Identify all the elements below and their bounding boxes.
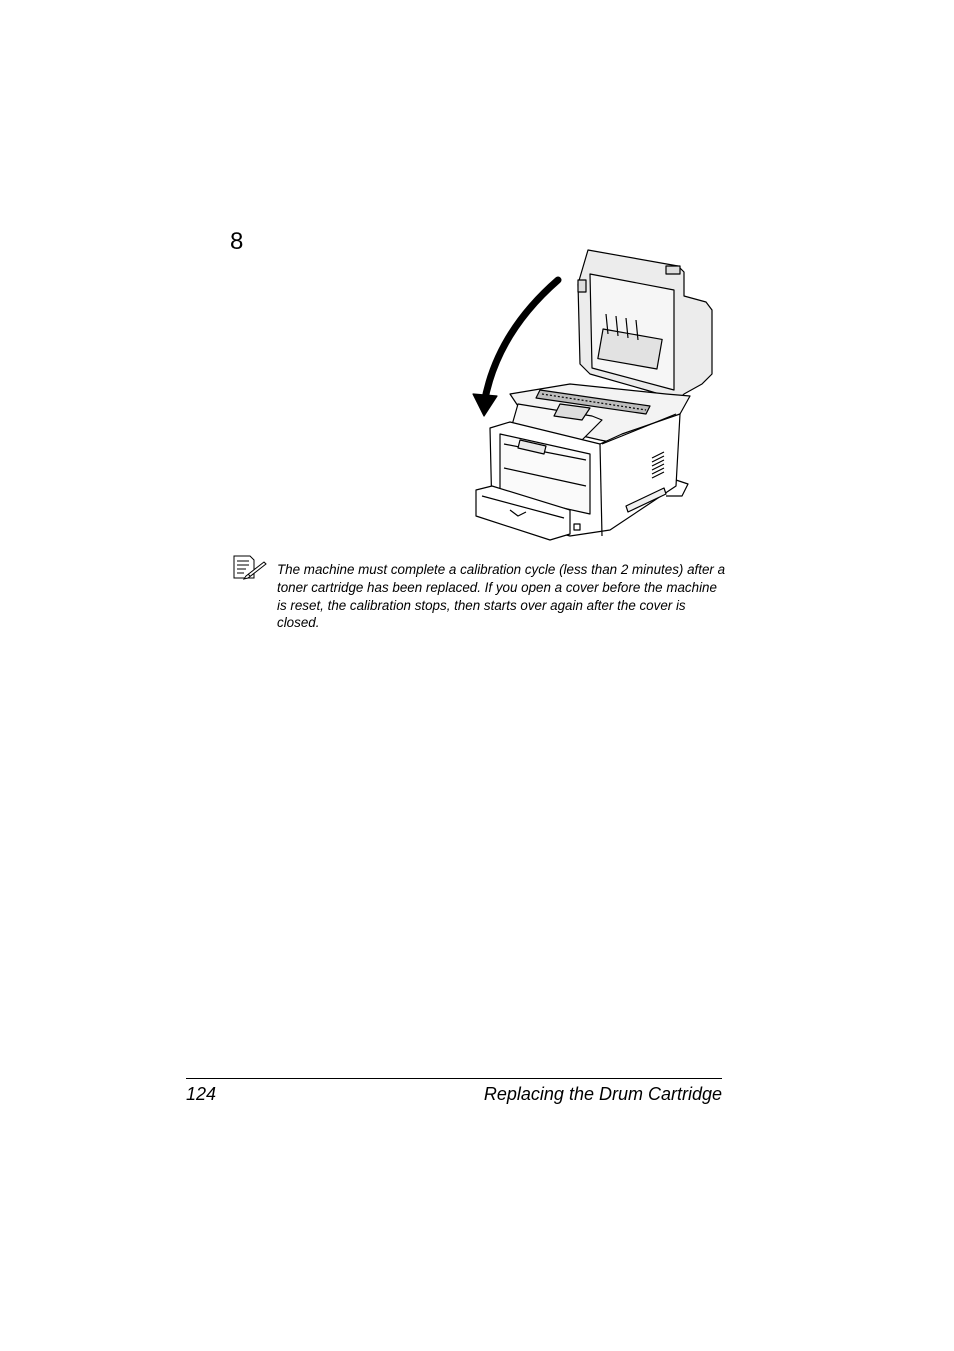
closing-arrow-icon (484, 280, 558, 404)
footer-divider (186, 1078, 722, 1079)
step-number: 8 (230, 228, 244, 255)
note-text: The machine must complete a calibration cycle (less than 2 minutes) after a toner cartridge has been replaced. If you open a cover before the machine is reset, the calibration stops, then starts over again after the cover is closed. (277, 562, 726, 631)
printer-illustration (470, 244, 720, 548)
note-pencil-icon (232, 554, 268, 580)
section-title: Replacing the Drum Cartridge (483, 1084, 722, 1104)
page-number: 124 (186, 1084, 217, 1104)
arrow-head-icon (473, 394, 497, 416)
